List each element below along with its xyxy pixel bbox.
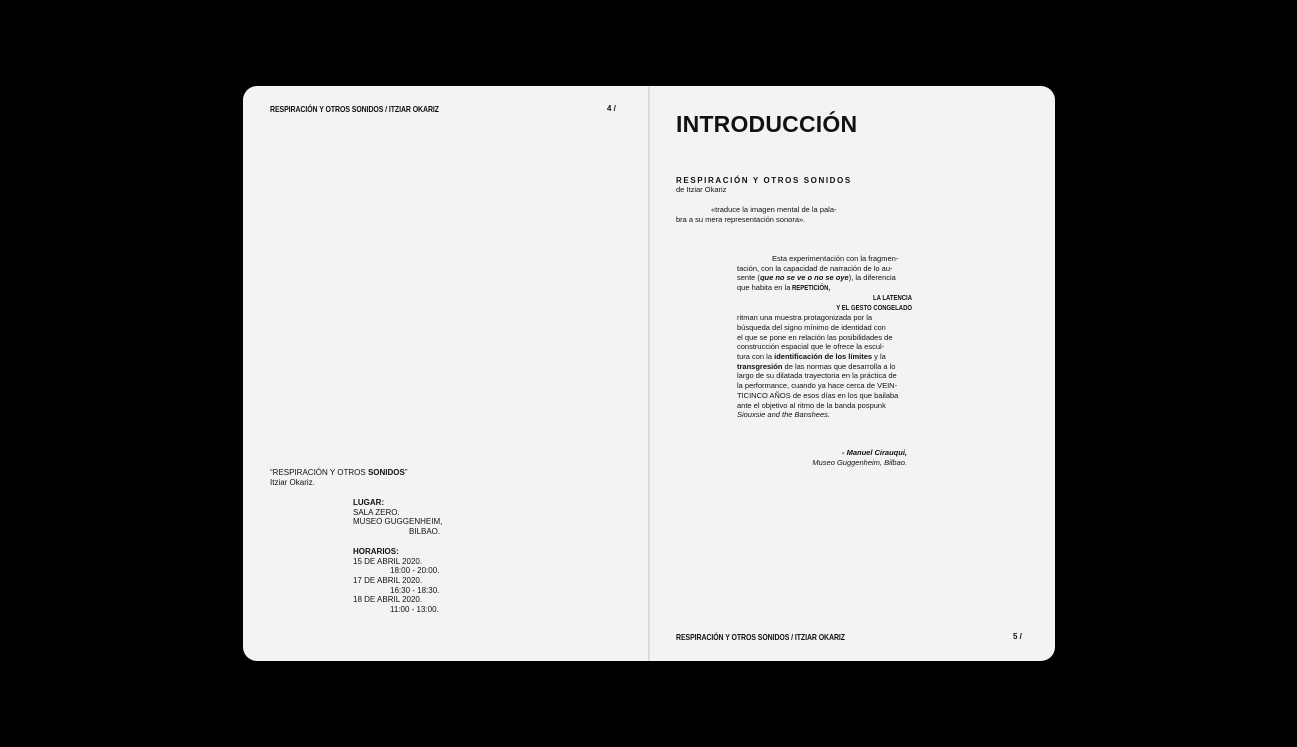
book-spread [243, 86, 1055, 661]
artist-name: Itziar Okariz. [270, 478, 315, 487]
right-page [649, 86, 1055, 661]
lugar-label: LUGAR: [353, 498, 385, 507]
subheading: RESPIRACIÓN Y OTROS SONIDOS [676, 176, 852, 185]
running-head: RESPIRACIÓN Y OTROS SONIDOS / ITZIAR OKARIZ [270, 104, 439, 114]
signature-place: Museo Guggenheim, Bilbao. [812, 458, 907, 467]
schedule-time: 16:30 - 18:30. [390, 585, 440, 595]
signature [812, 448, 907, 468]
schedule-time: 18:00 - 20:00. [390, 566, 440, 576]
pull-quote: «traduce la imagen mental de la pala- bra a su mera representación sonora». [676, 205, 837, 224]
emphasis-gesto: Y EL GESTO CONGELADO [836, 304, 912, 312]
lugar-line: BILBAO. [409, 527, 441, 537]
schedule-date: 18 DE ABRIL 2020. [353, 595, 423, 605]
byline: de Itziar Okariz [676, 185, 727, 194]
page-title: INTRODUCCIÓN [676, 111, 858, 137]
left-page [243, 86, 649, 661]
running-head: RESPIRACIÓN Y OTROS SONIDOS / ITZIAR OKARIZ [676, 632, 845, 642]
page-number: 5 / [1013, 632, 1022, 641]
page-number: 4 / [607, 104, 616, 113]
schedule-date: 17 DE ABRIL 2020. [353, 575, 423, 585]
emphasis-latencia: LA LATENCIA [872, 294, 912, 302]
body-text: Esta experimentación con la fragmen- tación, con la capacidad de narración de lo au- sente (que no se ve o no se oye), la diferencia que habita en la REPETICIÓN, LA LATENCIA Y EL GESTO CONGELADO ritman una muestra protagonizada por la búsqueda del signo mínimo de identidad con el que se pone en relación las posibilidades de construcción espacial que le ofrece la escul- tura con la identificación de los límites y la transgresión de las normas que desarrolla a lo largo de su dilatada trayectoria en la práctica de la performance, cuando ya hace cerca de VEIN- TICINCO AÑOS de esos días en los que bailaba ante el objetivo al ritmo de la banda pospunk Siouxsie and the Banshees. [737, 254, 912, 420]
schedule-date: 15 DE ABRIL 2020. [353, 556, 423, 566]
horarios-label: HORARIOS: [353, 546, 399, 556]
lugar-line: SALA ZERO. [353, 507, 400, 517]
schedule-time: 11:00 - 13:00. [390, 605, 439, 615]
signature-name: - Manuel Cirauqui, [841, 448, 907, 457]
exhibition-title: “RESPIRACIÓN Y OTROS SONIDOS” Itziar Okariz. [270, 468, 408, 487]
lugar-line: MUSEO GUGGENHEIM, [353, 517, 443, 527]
exhibition-info [353, 498, 443, 615]
